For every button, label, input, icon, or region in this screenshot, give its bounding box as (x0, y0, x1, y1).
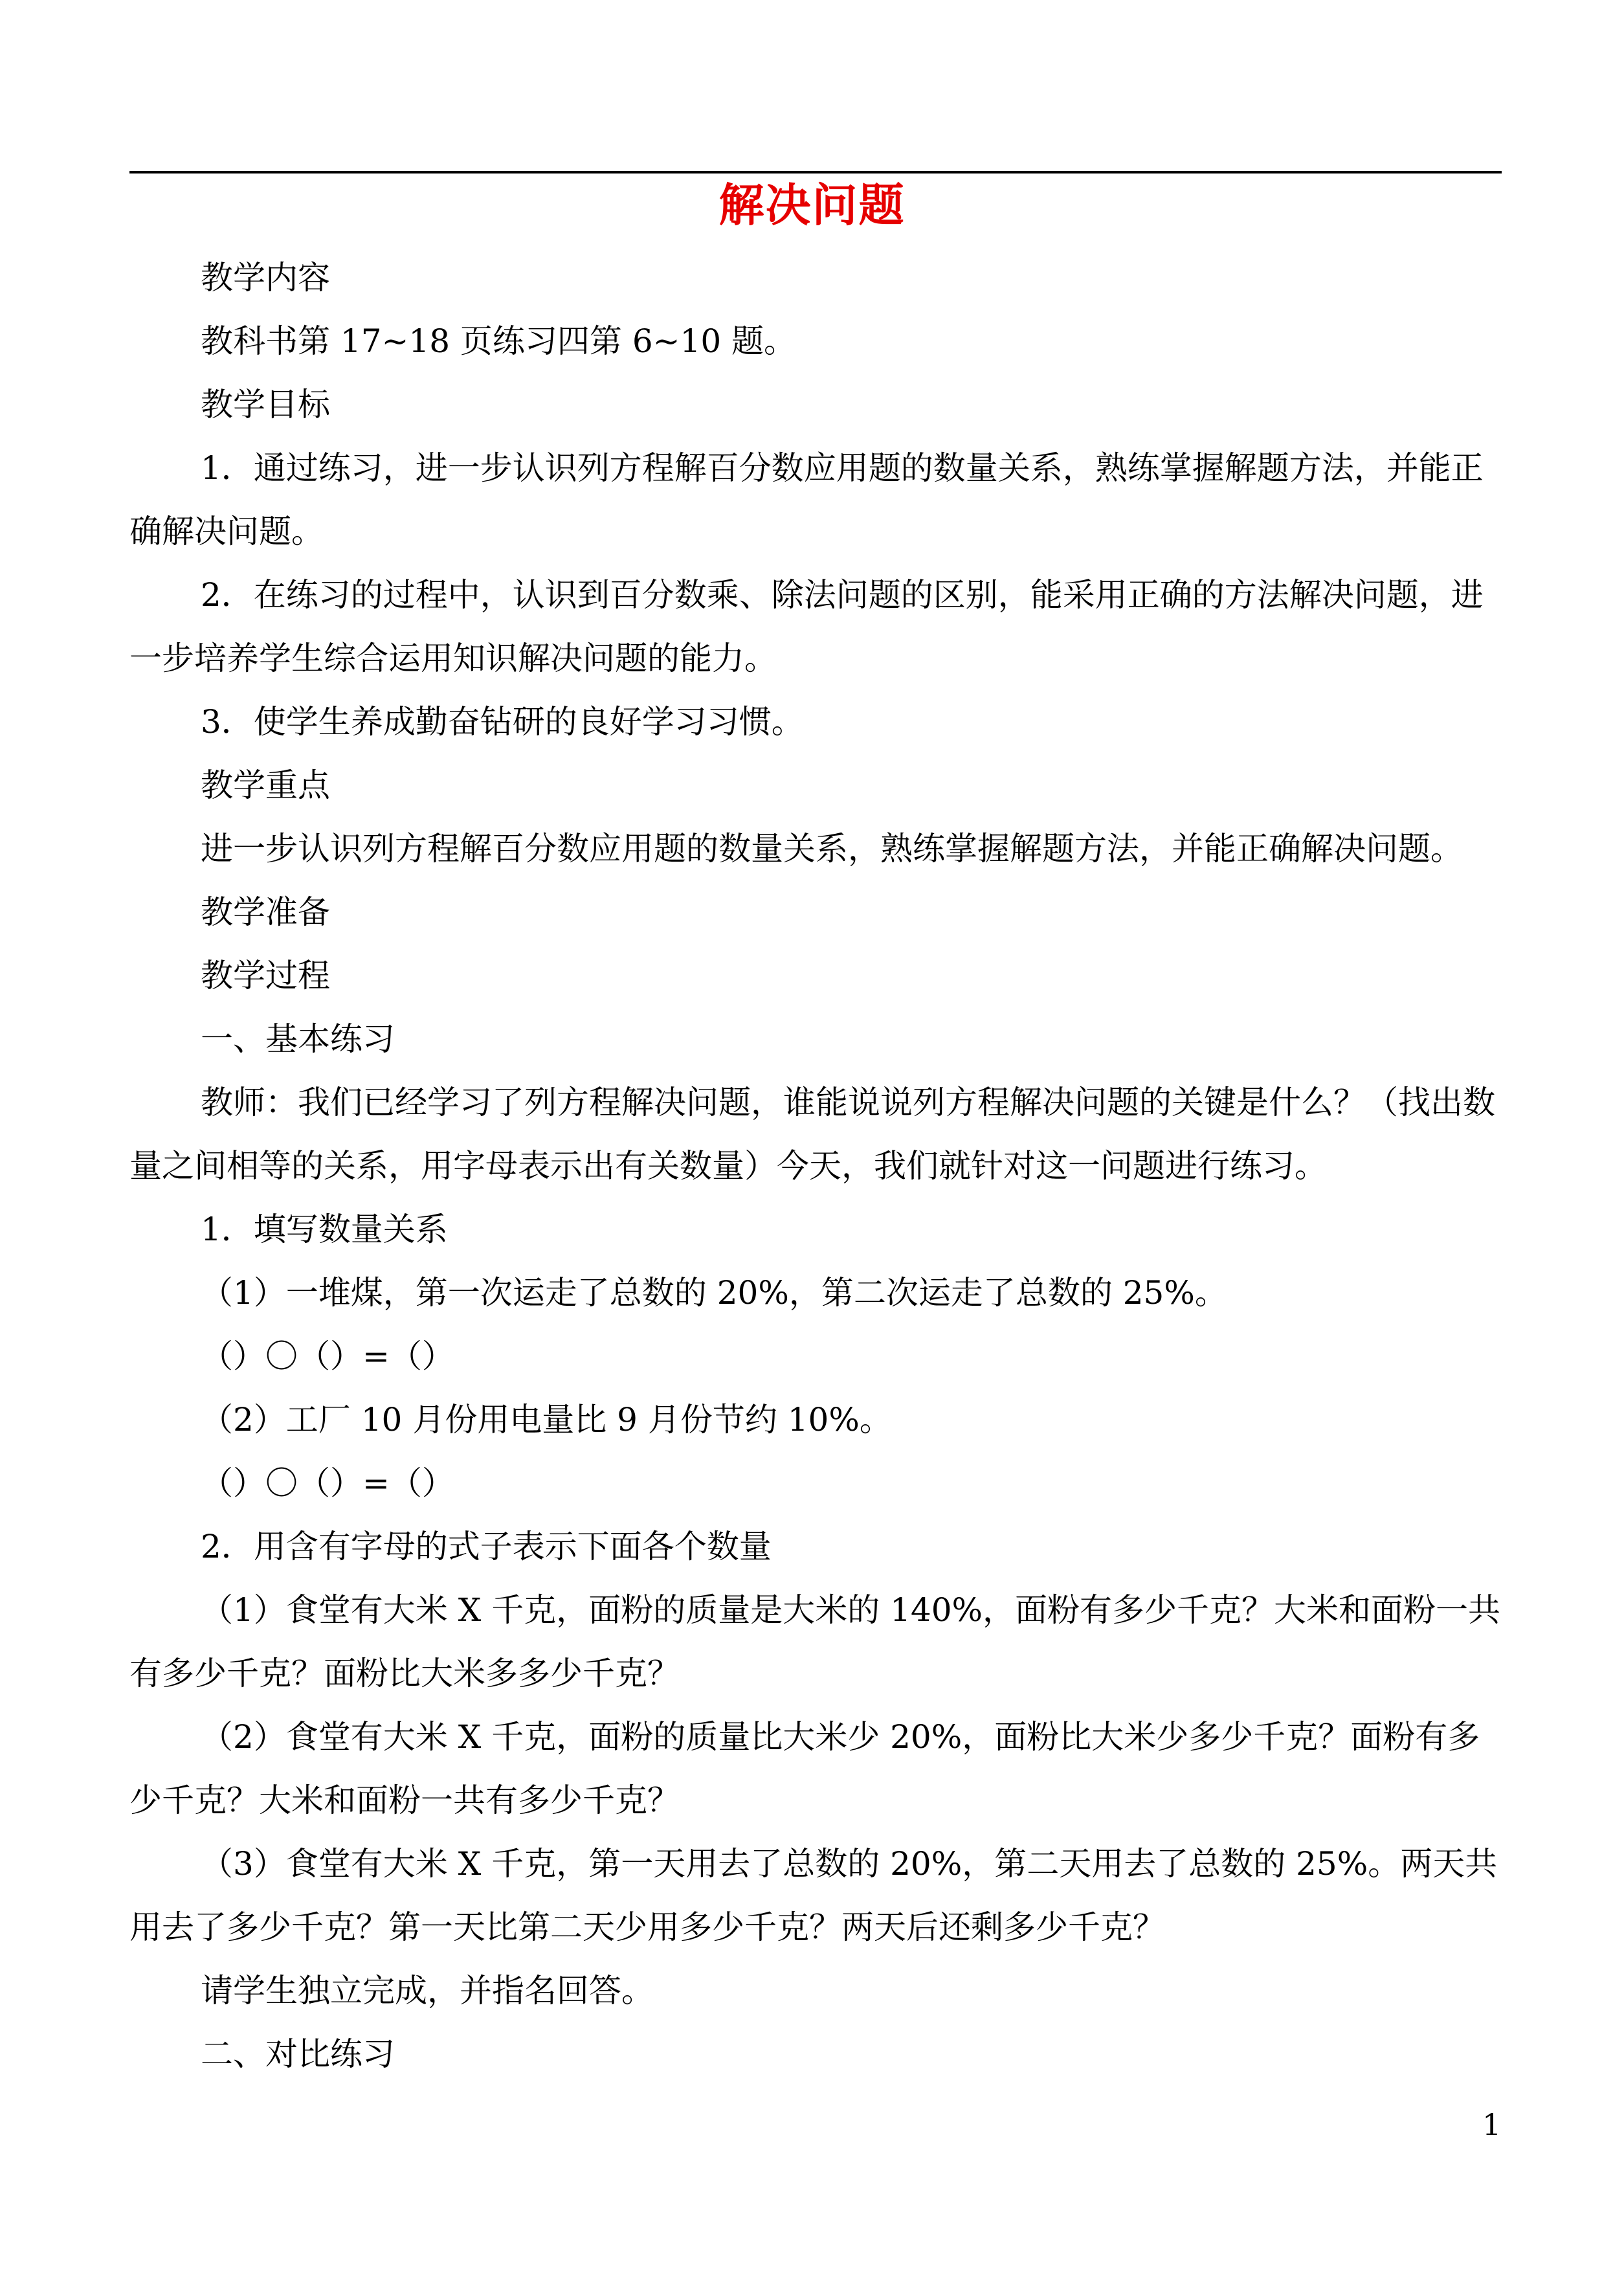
exercise-heading: 2．用含有字母的式子表示下面各个数量 (201, 1528, 772, 1565)
section-heading: 二、对比练习 (201, 2035, 395, 2073)
goal-item: 2．在练习的过程中，认识到百分数乘、除法问题的区别，能采用正确的方法解决问题，进一步培养学生综合运用知识解决问题的能力。 (129, 576, 1484, 677)
exercise-item: （1）一堆煤，第一次运走了总数的 20%，第二次运走了总数的 25%。 (201, 1274, 1227, 1312)
goal-item: 1．通过练习，进一步认识列方程解百分数应用题的数量关系，熟练掌握解题方法，并能正确解决问题。 (129, 449, 1484, 550)
section-heading: 一、基本练习 (201, 1020, 395, 1058)
exercise-heading: 1．填写数量关系 (201, 1211, 448, 1248)
exercise-item: （1）食堂有大米 X 千克，面粉的质量是大米的 140%，面粉有多少千克？大米和面粉一共有多少千克？面粉比大米多多少千克？ (129, 1591, 1501, 1692)
paragraph: 进一步认识列方程解百分数应用题的数量关系，熟练掌握解题方法，并能正确解决问题。 (201, 830, 1463, 867)
heading-focus: 教学重点 (201, 766, 330, 804)
blank-formula: （）〇（）=（） (201, 1464, 454, 1502)
heading-process: 教学过程 (201, 957, 330, 994)
document-title: 解决问题 (718, 178, 906, 232)
goal-item: 3．使学生养成勤奋钻研的良好学习习惯。 (201, 703, 804, 741)
document-body (129, 246, 1502, 2086)
exercise-item: （2）工厂 10 月份用电量比 9 月份节约 10%。 (201, 1401, 892, 1438)
heading-preparation: 教学准备 (201, 893, 330, 931)
page-number: 1 (1482, 2107, 1502, 2142)
exercise-item: （3）食堂有大米 X 千克，第一天用去了总数的 20%，第二天用去了总数的 25%。两天共用去了多少千克？第一天比第二天少用多少千克？两天后还剩多少千克？ (129, 1845, 1498, 1946)
paragraph: 教科书第 17~18 页练习四第 6~10 题。 (201, 322, 797, 360)
heading-goals: 教学目标 (201, 386, 330, 423)
heading-content: 教学内容 (201, 259, 330, 296)
exercise-item: （2）食堂有大米 X 千克，面粉的质量比大米少 20%，面粉比大米少多少千克？面粉有多少千克？大米和面粉一共有多少千克？ (129, 1718, 1480, 1819)
blank-formula: （）〇（）=（） (201, 1337, 454, 1375)
paragraph: 请学生独立完成，并指名回答。 (201, 1972, 654, 2009)
paragraph: 教师：我们已经学习了列方程解决问题，谁能说说列方程解决问题的关键是什么？（找出数量之间相等的关系，用字母表示出有关数量）今天，我们就针对这一问题进行练习。 (129, 1084, 1495, 1185)
